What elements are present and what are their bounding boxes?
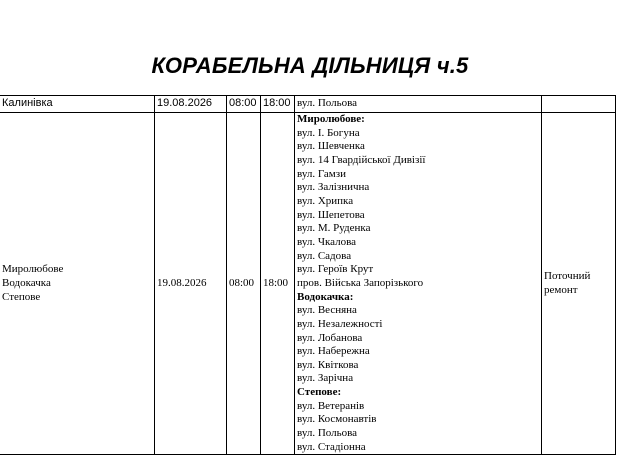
note-cell — [542, 96, 616, 113]
table-row — [0, 96, 616, 113]
street-item: вул. Гамзи — [297, 167, 346, 180]
group-heading: Степове: — [297, 386, 342, 399]
street-item: вул. Стадіонна — [297, 440, 366, 453]
street-item: вул. Квіткова — [297, 358, 359, 371]
street-item: вул. Героїв Крут — [297, 263, 374, 276]
outage-schedule-table — [0, 95, 616, 455]
street-item: вул. Чкалова — [297, 235, 357, 248]
street-item: вул. Польова — [297, 97, 358, 110]
group-heading: Водокачка: — [297, 290, 354, 303]
street-item: вул. 14 Гвардійської Дивізії — [297, 153, 426, 166]
note-cell — [542, 113, 616, 455]
settlement-name: Степове — [2, 290, 41, 303]
street-item: вул. Ветеранів — [297, 399, 365, 412]
street-item: вул. Польова — [297, 427, 358, 440]
street-item: пров. Війська Запорізького — [297, 276, 424, 289]
street-item: вул. Лобанова — [297, 331, 363, 344]
street-item: вул. Хрипка — [297, 194, 354, 207]
streets-cell — [295, 96, 542, 113]
street-item: вул. Шевченка — [297, 140, 365, 153]
page-title: КОРАБЕЛЬНА ДІЛЬНИЦЯ ч.5 — [151, 53, 469, 78]
group-heading: Миролюбове: — [297, 113, 365, 125]
table-row — [0, 113, 616, 455]
street-item: вул. М. Руденка — [297, 222, 371, 235]
time-to-cell: 18:00 — [261, 113, 295, 455]
street-item: вул. Космонавтів — [297, 413, 377, 426]
street-item: вул. Шепетова — [297, 208, 365, 221]
date-cell: 19.08.2026 — [155, 113, 227, 455]
time-from-cell: 08:00 — [227, 96, 261, 113]
street-item: вул. Незалежності — [297, 317, 383, 330]
note-line: ремонт — [544, 283, 578, 296]
time-from-cell: 08:00 — [227, 113, 261, 455]
settlement-cell — [0, 113, 155, 455]
street-item: вул. І. Богуна — [297, 126, 360, 139]
date-cell: 19.08.2026 — [155, 96, 227, 113]
street-item: вул. Садова — [297, 249, 352, 262]
street-item: вул. Залізнична — [297, 181, 370, 194]
note-line: Поточний — [544, 270, 591, 283]
settlement-name: Калинівка — [2, 97, 53, 110]
streets-cell — [295, 113, 542, 455]
street-item: вул. Зарічна — [297, 372, 354, 385]
settlement-name: Водокачка — [2, 276, 51, 289]
settlement-cell — [0, 96, 155, 113]
time-to-cell: 18:00 — [261, 96, 295, 113]
settlement-name: Миролюбове — [2, 263, 64, 276]
street-item: вул. Весняна — [297, 304, 357, 317]
street-item: вул. Набережна — [297, 345, 370, 358]
